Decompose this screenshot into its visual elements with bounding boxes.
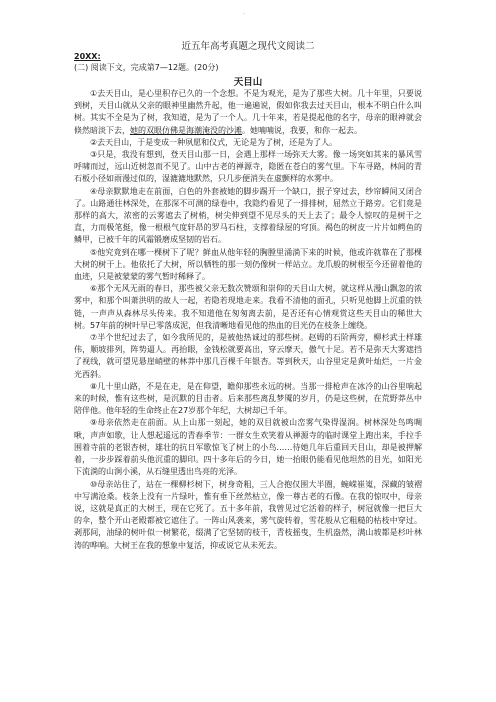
paragraph-5: ⑤他究竟到在哪一棵树下了呢？鲜血从他年轻的胸膛里涌淌下来的时候，他或许就靠在了那棵大树的树干上。他依托了大树，所以牺牲的那一刻仍像树一样站立。龙爪般的树根至今还留着他的血迹，只是被蒙蒙的雾气暂时稀释了。 — [74, 247, 422, 282]
underlined-sentence: 她的双眼仿佛是海潮淹没的沙滩 — [130, 125, 242, 135]
article-body — [74, 88, 422, 552]
paragraph-7: ⑦半个世纪过去了，如今我所见的，是被他热诚过的那些树。赵姆的石阶两旁，柳杉武士样雄伟，顺坡排列，阵势逼人。再抬眼，金钱松就要高出，穿云摩天，傲气十足。若不是弥天大雾遮挡了视线，就可望见悬崖峭壁的林莽中那几百棵千年银杏。等到秋天，山谷里定是黄叶灿烂，一片金光西斜。 — [74, 333, 422, 379]
paragraph-2: ②去天目山，于是变成一种夙愿和仪式，无论是为了树，还是为了人。 — [90, 137, 338, 147]
paragraph-6: ⑥那个无风无雨的春日，那些被父亲无数次赞颂和崇仰的天目山大树，就这样从漫山飘忽的浓雾中，和那个叫萧洪明的故人一起，若隐若现地走来。我看不清他的面孔，只听见他脚上沉重的铁链，一声声从森林尽头传来。我不知道他在匆匆离去前，是否还有心情观赏这些天目山的稀世大树。57年前的树叶早已零落成泥，但我清晰地看见他的热血的目光仍在枝条上缠绕。 — [74, 284, 422, 330]
paragraph-4: ④母亲默默地走在前面，白色的外套被她的脚步踢开一个缺口，抿子穿过去，纱帘瞬间又闭合了。山路通往林深处，在那深不可测的绿卷中，我隐约看见了一排排树，屈然立于路旁。它们竟是那样的高大，浓密的云雾遮去了树梢，树尖伸到望不见尽头的天上去了；最令人惊叹的是树干之直，力而极笔挺，像一根根气度轩昂的罗马石柱，支撑着绿屋的穹顶。褐色的树皮一片片如鳄鱼的鳞甲，已被千年的风霜锻磨成坚韧的岩石。 — [74, 186, 422, 245]
paragraph-10: ⑩母亲站住了，站在一棵柳杉树下，树身奇粗，三人合抱仅围大半圈，蜿嵘崔嵬，深藏的皱褶中写满沧桑。枝条上没有一片绿叶，惟有垂下丝然枯立，像一尊古老的石像。在我的惊叹中，母亲说，这就是真正的大树王，现在它死了。五十多年前，我曾见过它活着的样子，树冠就像一把巨大的伞，整个开山老殿都被它遮住了。一阵山风袭来，雾气旋转着，雪花般从它粗糙的枯枝中穿过。剥那间，油绿的树叶似一树繁花，缀满了它坚韧的枝干，青枝摇曳，生机盎然，满山坡都是杉叶林涛的哗响。大树王在我的想象中复活，抑或说它从未死去。 — [74, 479, 422, 550]
question-instruction: (二) 阅读下文，完成第7—12题。(20分) — [74, 63, 219, 72]
document-title: 近五年高考真题之现代文阅读二 — [181, 41, 315, 52]
paragraph-3: ③只是，我没有想到，登天目山那一日，会遇上那样一场弥天大雾。像一场突如其来的暴风雪呼啸而过，远山近树忽而不见了。山中古老的禅源寺，隐匿在苍白的雾气里。下车寻路，林间的青石板小径如雨漫过似的，湿漉漉地默然，只几步便消失在虚颤样的水雾中。 — [74, 150, 422, 184]
year-label: 20XX: — [74, 52, 101, 61]
article-title: 天目山 — [233, 77, 263, 88]
paragraph-1 — [74, 88, 422, 137]
paragraph-9: ⑨母亲依然走在前面。从上山那一刻起，她的双目就被山峦雾气染得湿润。树林深处鸟鸣啁啾，声声如歌，让人想起遥远的青春季节：一群女生欢笑着从禅源寺的临时课堂上跑出来，手拉手围着寺前的老银杏树，雄壮的抗日军歌惊飞了树上的小鸟……待她几年后重回天目山，却是被押解着，一步步踩着前头他沉重的脚印。四十多年后的今日，她一抬眼仍能看见他坦然的目光，如阳光下流淌的山涧小溪，从石缝里透出鸟亮的光泽。 — [74, 418, 422, 477]
paragraph-1-text-a: ①去天目山，是心里积存已久的一个念想。不是为观光，是为了那些大树。几十年里，只要说到树，天目山就从父亲的眼神里幽然升起，他一遍遍说，假如你我去过天目山，根本不明白什么叫树。其实不全是为了树，我知道，是为了一个人。几十年来，若是提起他的名字，母亲的眼神就会倏然暗淡下去， — [74, 89, 422, 135]
paragraph-1-text-b: 。她喃喃说，我要，和你一起去。 — [242, 125, 362, 135]
page-dot: . — [243, 8, 246, 16]
paragraph-8: ⑧几十里山路，不是在走，是在仰望，瞻仰那些永远的树。当那一排枪声在冰冷的山谷里响起来的时候，惟有这些树，是沉默的目击者。后来那些离乱梦魇的岁月，仍是这些树，在荒野莽丛中陪伴他。他年轻的生命终止在27岁那个年纪，大树却已千年。 — [74, 381, 422, 416]
